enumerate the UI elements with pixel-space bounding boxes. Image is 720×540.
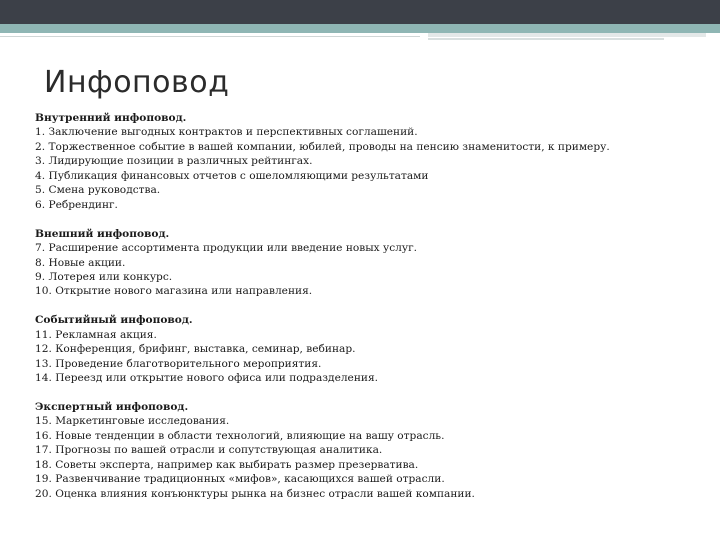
list-item: 17. Прогнозы по вашей отрасли и сопутствующая аналитика.: [35, 444, 383, 457]
list-item: 4. Публикация финансовых отчетов с ошеломляющими результатами: [35, 169, 429, 182]
list-item: 2. Торжественное событие в вашей компании, юбилей, проводы на пенсию знаменитости, к примеру.: [35, 140, 610, 153]
section-event: [35, 313, 695, 385]
list-item: 6. Ребрендинг.: [35, 198, 118, 211]
section-heading: Внутренний инфоповод.: [35, 112, 187, 124]
list-item: 11. Рекламная акция.: [35, 328, 157, 341]
list-item: 1. Заключение выгодных контрактов и перспективных соглашений.: [35, 126, 418, 139]
section-external: [35, 227, 695, 299]
section-internal: [35, 111, 695, 212]
list-item: 5. Смена руководства.: [35, 184, 161, 197]
list-item: 12. Конференция, брифинг, выставка, семинар, вебинар.: [35, 343, 356, 356]
list-item: 14. Переезд или открытие нового офиса или подразделения.: [35, 372, 379, 385]
list-item: 16. Новые тенденции в области технологий, влияющие на вашу отрасль.: [35, 429, 445, 442]
list-item: 18. Советы эксперта, например как выбирать размер презерватива.: [35, 458, 419, 471]
slide-title: Инфоповод: [44, 65, 230, 100]
list-item: 3. Лидирующие позиции в различных рейтингах.: [35, 155, 313, 168]
header-teal-band: [0, 24, 720, 33]
header-accent-line: [0, 36, 420, 37]
list-item: 10. Открытие нового магазина или направления.: [35, 285, 313, 298]
section-expert: [35, 400, 695, 501]
header-dark-bar: [0, 0, 720, 24]
list-item: 7. Расширение ассортимента продукции или введение новых услуг.: [35, 242, 418, 255]
list-item: 15. Маркетинговые исследования.: [35, 415, 230, 428]
list-item: 13. Проведение благотворительного мероприятия.: [35, 357, 322, 370]
header-accent-line-right: [428, 38, 664, 40]
slide-content: [35, 111, 695, 501]
section-heading: Экспертный инфоповод.: [35, 401, 189, 414]
section-heading: Событийный инфоповод.: [35, 314, 193, 327]
list-item: 19. Развенчивание традиционных «мифов», касающихся вашей отрасли.: [35, 473, 445, 486]
section-heading: Внешний инфоповод.: [35, 227, 170, 240]
list-item: 9. Лотерея или конкурс.: [35, 270, 173, 283]
list-item: 20. Оценка влияния конъюнктуры рынка на бизнес отрасли вашей компании.: [35, 487, 475, 500]
header-accent-bar: [428, 33, 706, 37]
list-item: 8. Новые акции.: [35, 256, 126, 269]
